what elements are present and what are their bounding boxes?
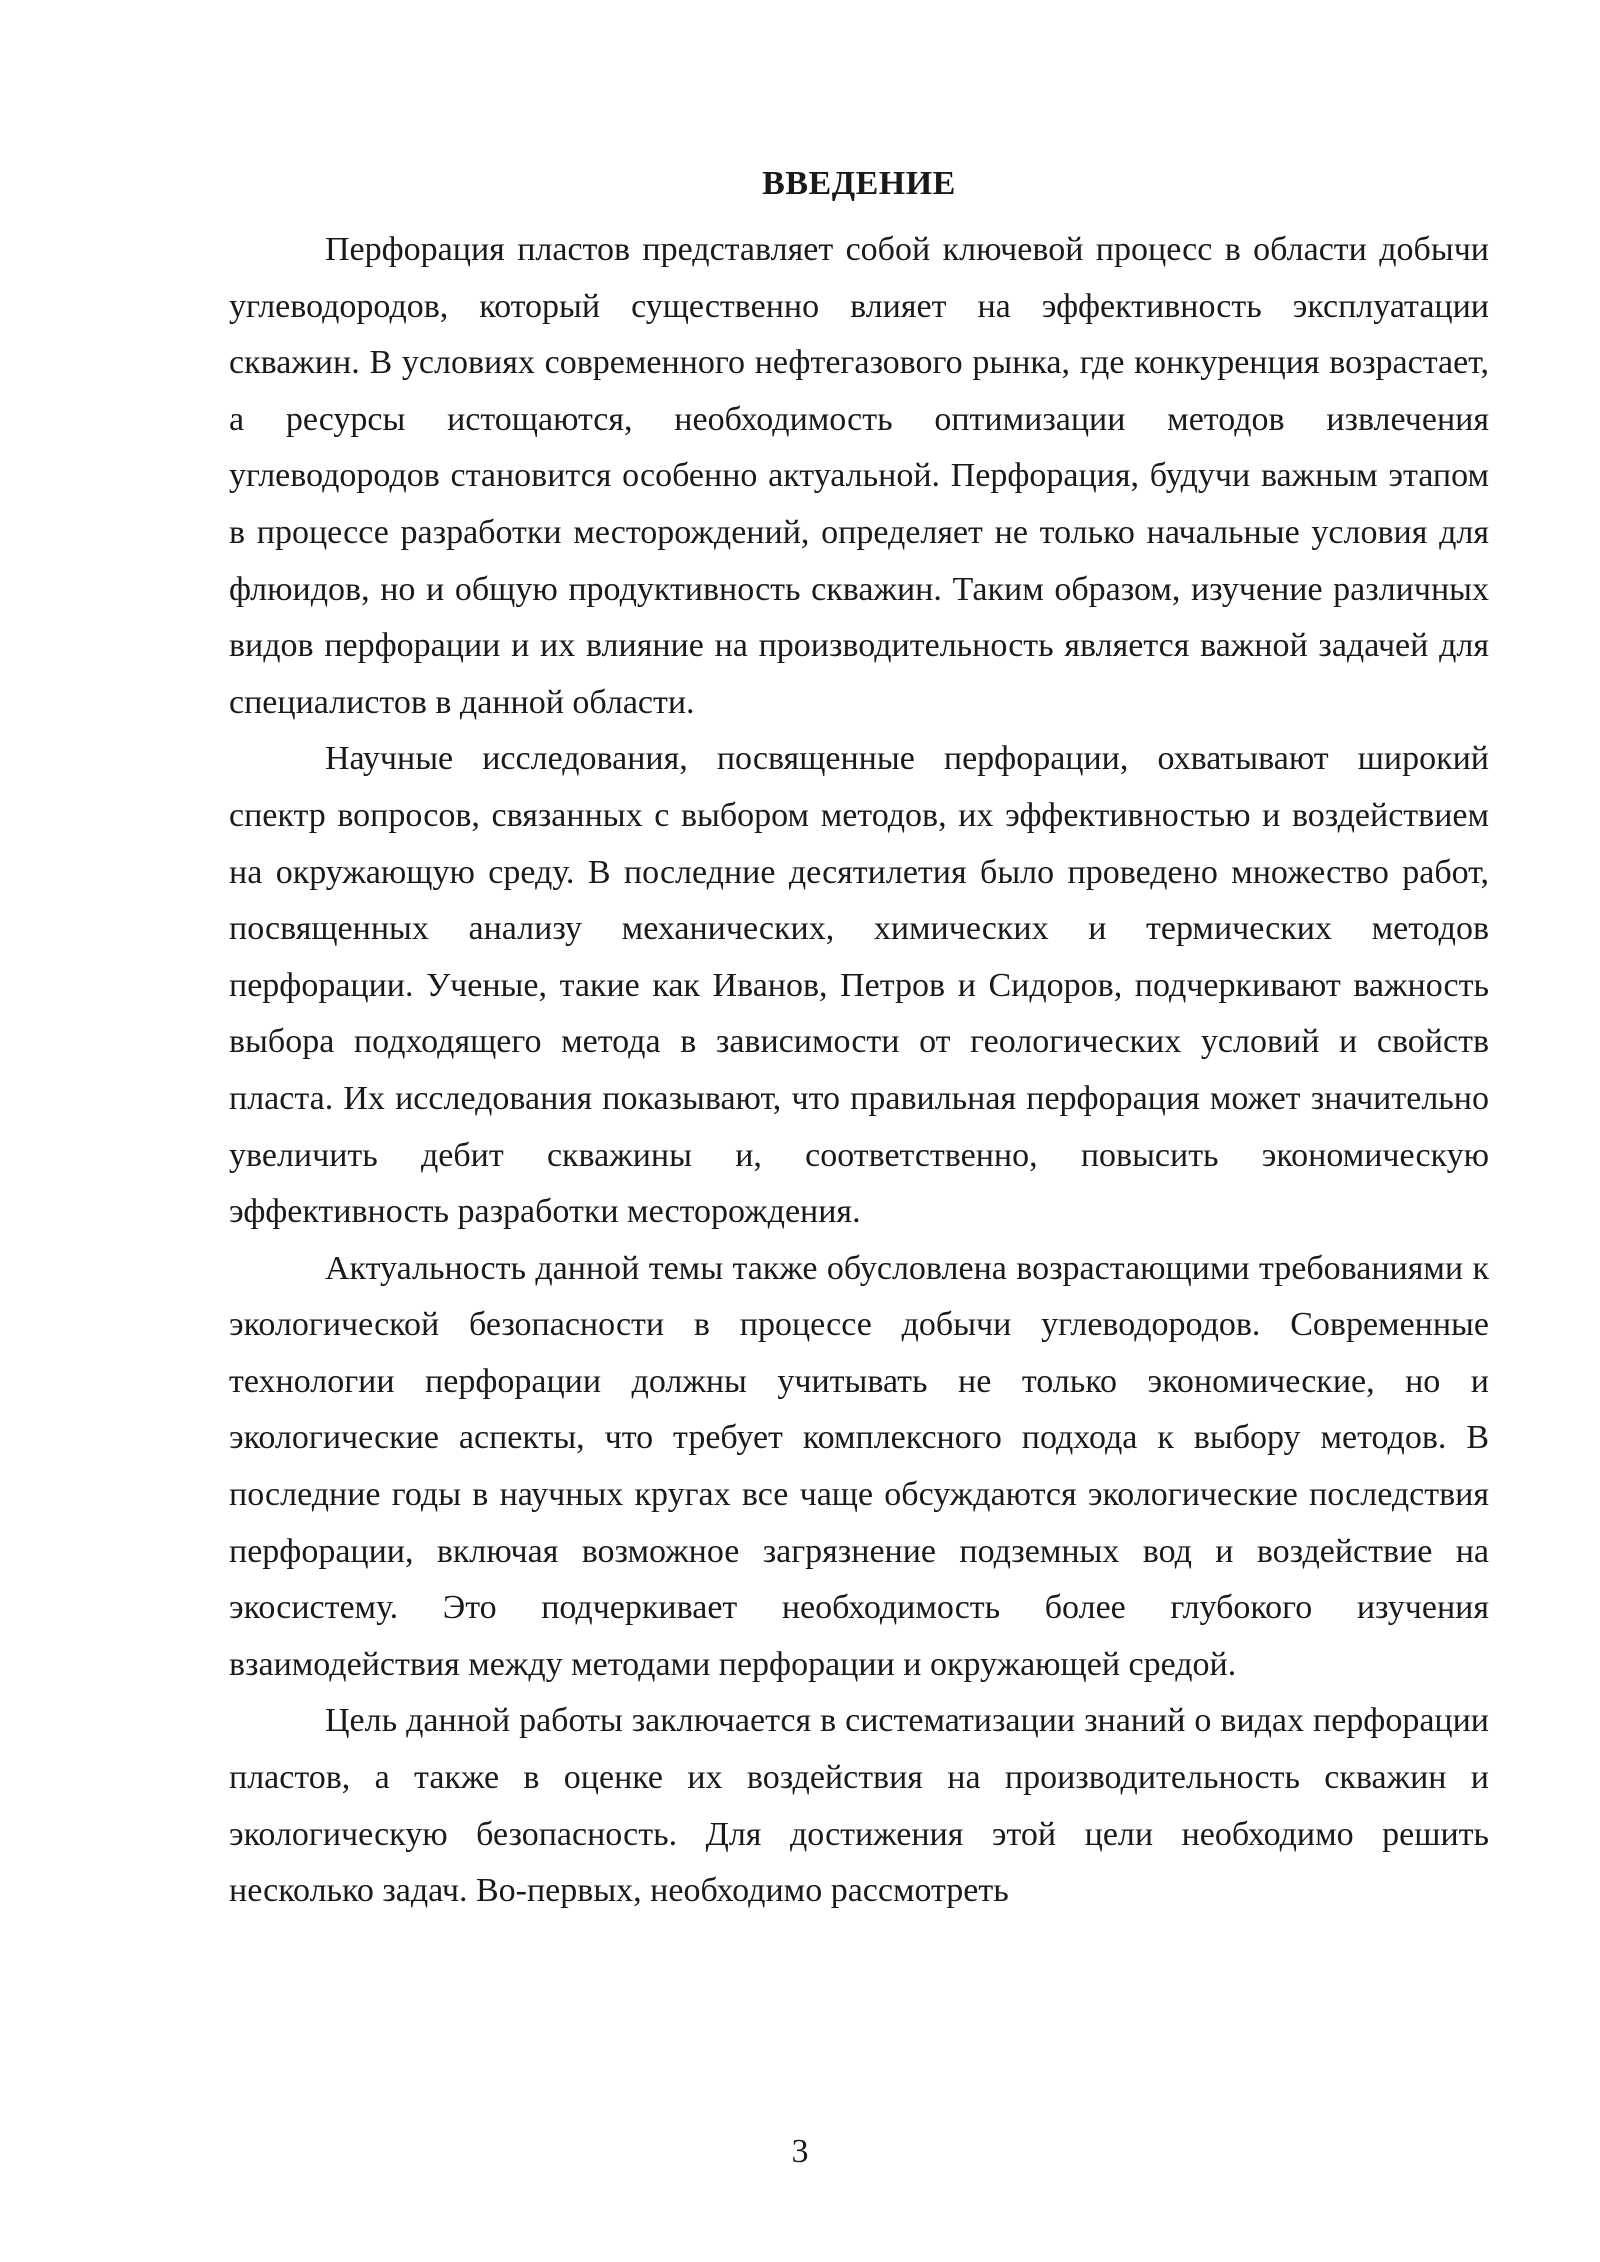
page-number: 3 [791, 2133, 809, 2170]
paragraph-1: Перфорация пластов представляет собой ключевой процесс в области добычи углеводородов, который существенно влияет на эффективность эксплуатации скважин. В условиях современного нефтегазового рынка, где конкуренция возрастает, а ресурсы истощаются, необходимость оптимизации методов извлечения углеводородов становится особенно актуальной. Перфорация, будучи важным этапом в процессе разработки месторождений, определяет не только начальные условия для флюидов, но и общую продуктивность скважин. Таким образом, изучение различных видов перфорации и их влияние на производительность является важной задачей для специалистов в данной области. [229, 231, 1489, 721]
paragraph-3: Актуальность данной темы также обусловлена возрастающими требованиями к экологической безопасности в процессе добычи углеводородов. Современные технологии перфорации должны учитывать не только экономические, но и экологические аспекты, что требует комплексного подхода к выбору методов. В последние годы в научных кругах все чаще обсуждаются экологические последствия перфорации, включая возможное загрязнение подземных вод и воздействие на экосистему. Это подчеркивает необходимость более глубокого изучения взаимодействия между методами перфорации и окружающей средой. [229, 1249, 1489, 1683]
page-content [229, 160, 1489, 1920]
section-title: ВВЕДЕНИЕ [762, 165, 956, 202]
paragraph-2: Научные исследования, посвященные перфорации, охватывают широкий спектр вопросов, связанных с выбором методов, их эффективностью и воздействием на окружающую среду. В последние десятилетия было проведено множество работ, посвященных анализу механических, химических и термических методов перфорации. Ученые, такие как Иванов, Петров и Сидоров, подчеркивают важность выбора подходящего метода в зависимости от геологических условий и свойств пласта. Их исследования показывают, что правильная перфорация может значительно увеличить дебит скважины и, соответственно, повысить экономическую эффективность разработки месторождения. [229, 740, 1489, 1231]
paragraph-4: Цель данной работы заключается в систематизации знаний о видах перфорации пластов, а также в оценке их воздействия на производительность скважин и экологическую безопасность. Для достижения этой цели необходимо решить несколько задач. Во-первых, необходимо рассмотреть [229, 1702, 1489, 1910]
